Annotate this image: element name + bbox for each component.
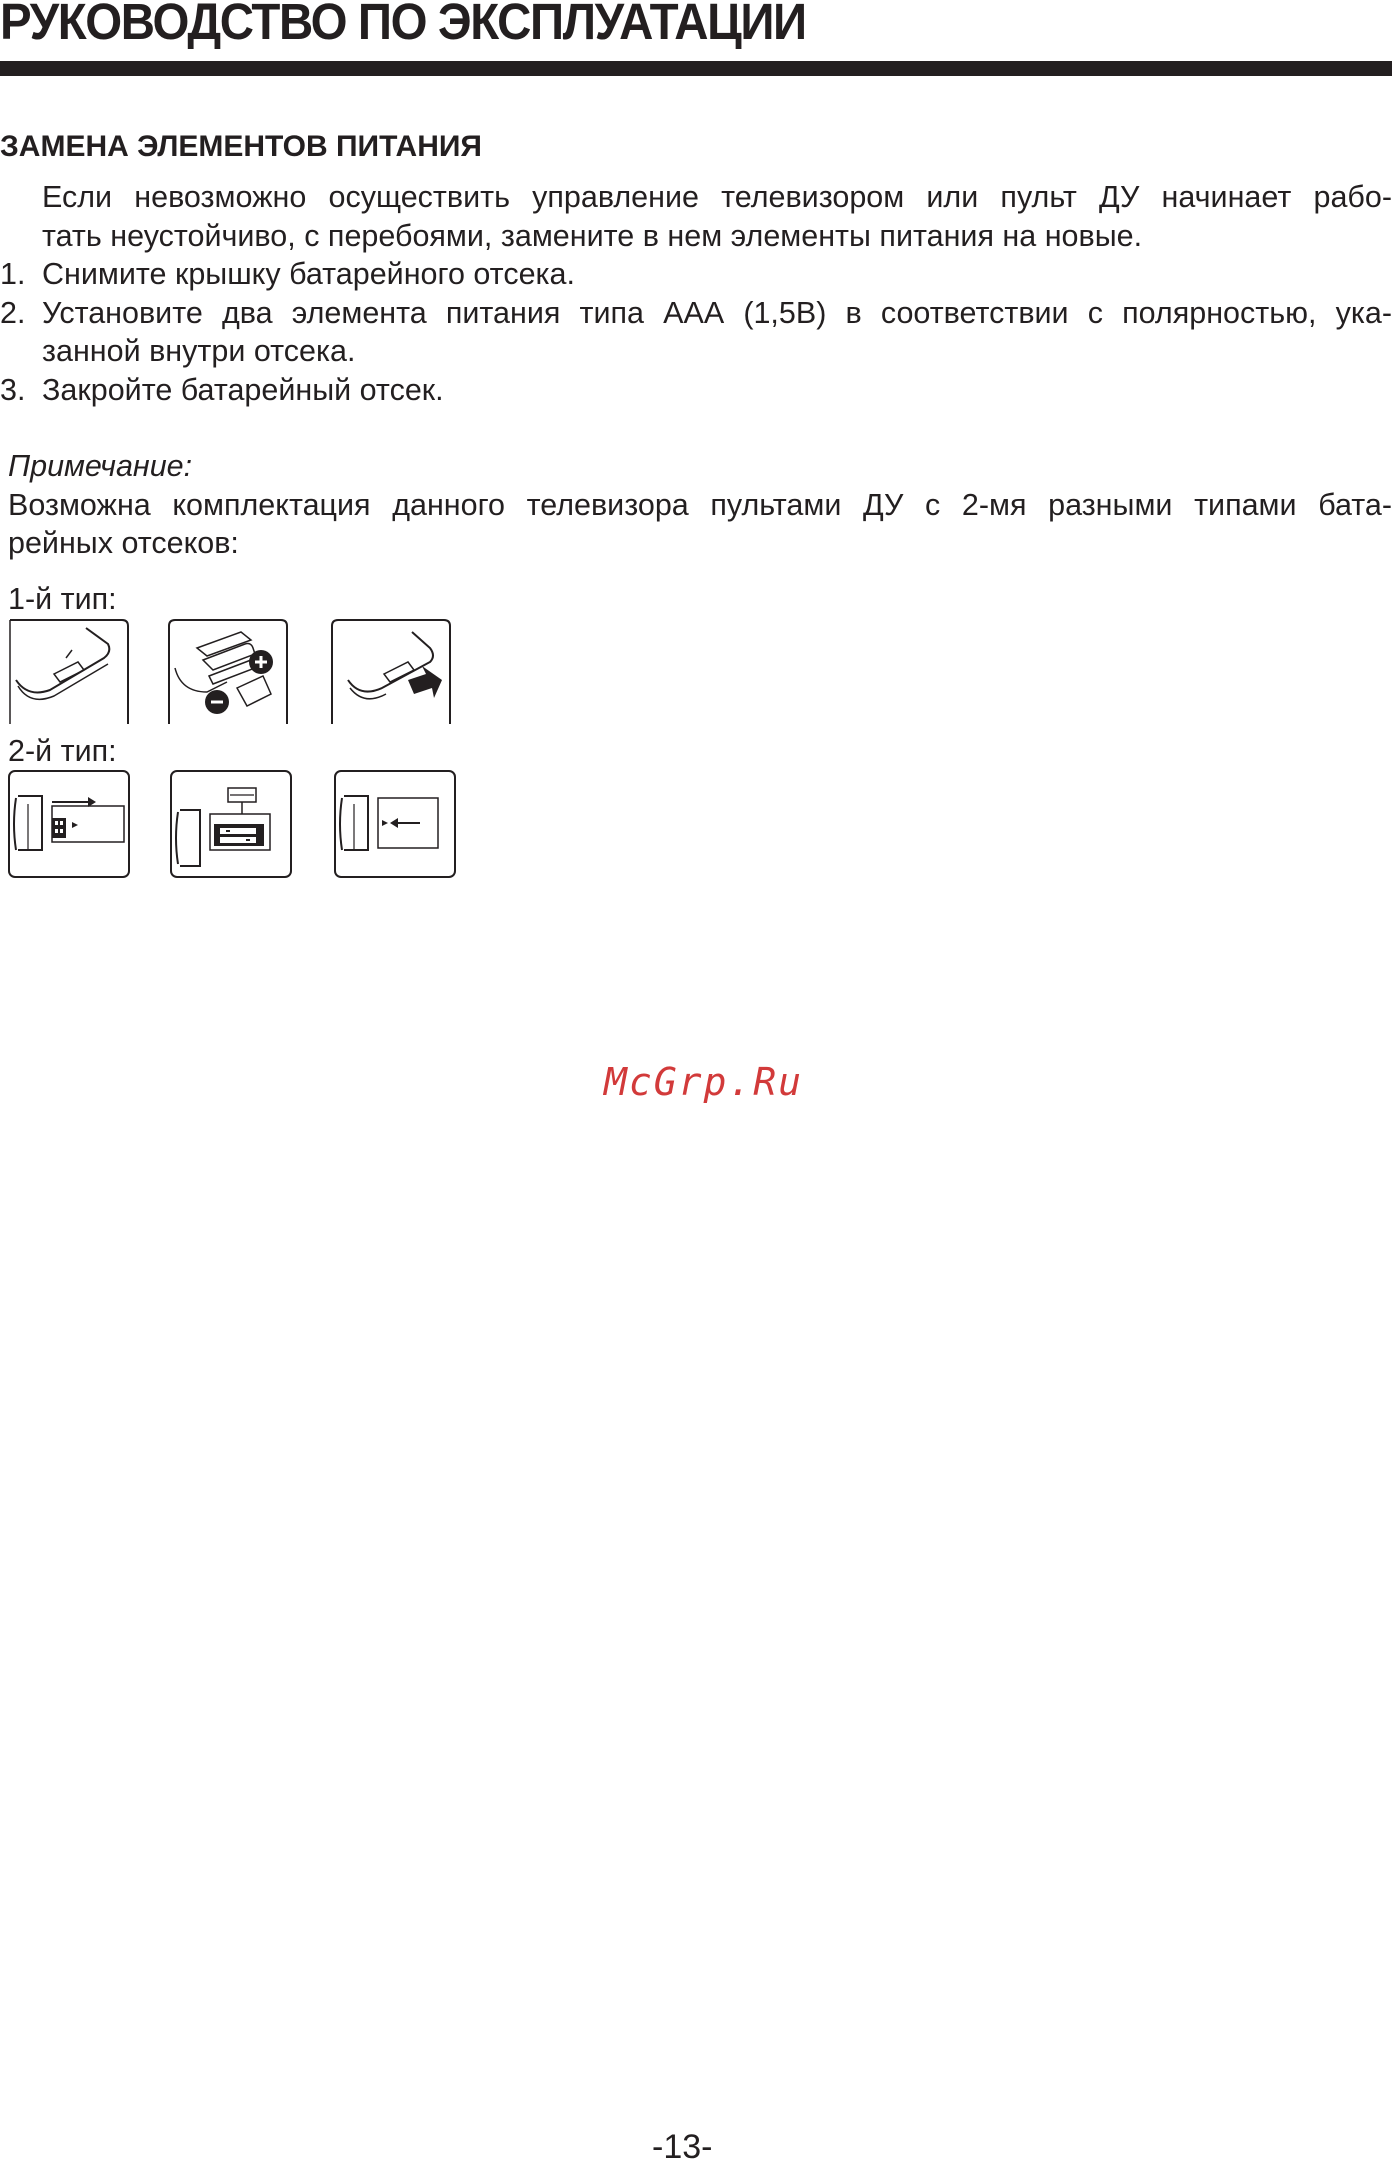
slide-cover-open-icon (8, 770, 130, 878)
note-line: рейных отсеков: (8, 526, 239, 561)
note-text (8, 486, 1392, 563)
step-text: занной внутри отсека. (42, 334, 356, 369)
step-item (0, 294, 1392, 371)
battery-insert-polarity-icon (167, 618, 289, 726)
header-rule (0, 61, 1392, 76)
step-text: Установите два элемента питания типа ААА (1,5В) в соответствии с полярностью, ука- (42, 295, 1392, 330)
intro-line: Если невозможно осуществить управление телевизором или пульт ДУ начинает рабо- (42, 180, 1392, 214)
instructions-block (0, 178, 1392, 410)
battery-compartment-icon (170, 770, 292, 878)
step-text: Закройте батарейный отсек. (42, 372, 444, 407)
step-number: 3. (0, 372, 26, 407)
watermark: McGrp.Ru (604, 1060, 804, 1104)
intro-line: тать неустойчиво, с перебоями, замените в нем элементы питания на новые. (42, 218, 1143, 253)
slide-cover-close-icon (334, 770, 456, 878)
step-text: Снимите крышку батарейного отсека. (42, 257, 575, 292)
type1-label: 1-й тип: (8, 582, 117, 616)
page-number: -13- (652, 2128, 713, 2166)
type2-label: 2-й тип: (8, 734, 117, 768)
steps-list (0, 255, 1392, 409)
step-number: 2. (0, 295, 26, 330)
section-heading: ЗАМЕНА ЭЛЕМЕНТОВ ПИТАНИЯ (0, 130, 482, 163)
page-header-title: РУКОВОДСТВО ПО ЭКСПЛУАТАЦИИ (0, 0, 806, 50)
note-title: Примечание: (8, 449, 193, 483)
remote-open-cover-icon (8, 618, 130, 726)
cover-close-arrow-icon (330, 618, 452, 726)
step-number: 1. (0, 257, 26, 292)
intro-paragraph (0, 178, 1392, 255)
note-line: Возможна комплектация данного телевизора пультами ДУ с 2-мя разными типами бата- (8, 487, 1392, 522)
note-block (8, 447, 1392, 563)
step-item (0, 371, 1392, 410)
step-item (0, 255, 1392, 294)
